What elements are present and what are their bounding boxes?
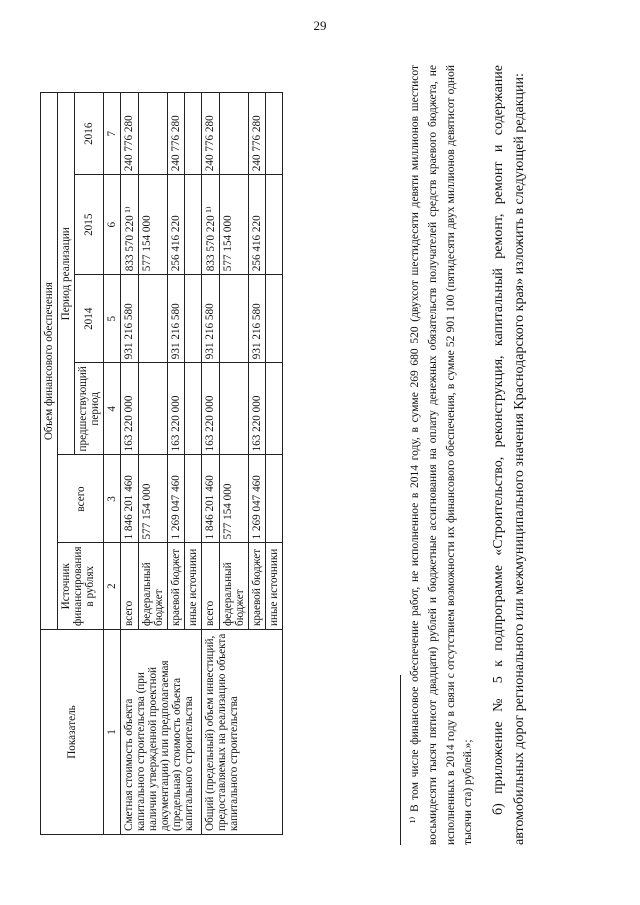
- y2016-cell: [266, 93, 283, 175]
- table-row: [121, 93, 139, 835]
- col-number: 5: [104, 275, 121, 363]
- y2016-cell: 240 776 280: [121, 93, 139, 175]
- y2015-cell: 256 416 220: [249, 175, 266, 275]
- y2014-cell: 931 216 580: [168, 275, 185, 363]
- header-2016: 2016: [75, 93, 104, 175]
- header-indicator: Показатель: [41, 630, 104, 835]
- y2015-cell: 833 570 220 ¹⁾: [121, 175, 139, 275]
- header-period: Период реализации: [58, 93, 75, 455]
- header-2014: 2014: [75, 275, 104, 363]
- col-number: 3: [104, 455, 121, 543]
- page-number: 29: [313, 18, 327, 33]
- source-cell: федеральный бюджет: [220, 543, 249, 630]
- header-2015: 2015: [75, 175, 104, 275]
- header-total: всего: [58, 455, 104, 543]
- col-number: 2: [104, 543, 121, 630]
- footnote-divider: [400, 675, 401, 845]
- total-cell: [266, 455, 283, 543]
- source-cell: краевой бюджет: [168, 543, 185, 630]
- y2015-cell: 577 154 000: [139, 175, 168, 275]
- y2014-cell: 931 216 580: [121, 275, 139, 363]
- source-cell: всего: [121, 543, 139, 630]
- y2014-cell: [220, 275, 249, 363]
- prev-cell: 163 220 000: [121, 363, 139, 455]
- total-cell: 1 846 201 460: [202, 455, 220, 543]
- y2016-cell: 240 776 280: [249, 93, 266, 175]
- source-cell: краевой бюджет: [249, 543, 266, 630]
- rotated-page-content: [40, 55, 605, 845]
- col-number: 7: [104, 93, 121, 175]
- y2014-cell: [185, 275, 202, 363]
- header-prev-period: предшествующий период: [75, 363, 104, 455]
- y2016-cell: 240 776 280: [202, 93, 220, 175]
- total-cell: 1 269 047 460: [249, 455, 266, 543]
- source-cell: всего: [202, 543, 220, 630]
- col-number: 1: [104, 630, 121, 835]
- prev-cell: 163 220 000: [168, 363, 185, 455]
- source-cell: иные источники: [185, 543, 202, 630]
- y2016-cell: [185, 93, 202, 175]
- y2015-cell: 833 570 220 ¹⁾: [202, 175, 220, 275]
- y2014-cell: 931 216 580: [202, 275, 220, 363]
- total-cell: 1 269 047 460: [168, 455, 185, 543]
- notes-block: [400, 65, 530, 845]
- footnote: ¹⁾ В том числе финансовое обеспечение работ, не исполненное в 2014 году, в сумме 269 680 520 (двухсот шестидесяти девяти миллионов шестисот восьмидесяти тысяч пятисот двадцати) рублей и бюджетные ассигнования на оплату денежных обязательств получателей средств краевого бюджета, не исполненных в 2014 году в связи с отсутствием возможности их финансового обеспечения, в сумме 52 901 100 (пятидесяти двух миллионов девятисот одной тысячи ста) рублей.»;: [409, 65, 475, 845]
- y2016-cell: [139, 93, 168, 175]
- prev-cell: [220, 363, 249, 455]
- prev-cell: 163 220 000: [249, 363, 266, 455]
- y2015-cell: 256 416 220: [168, 175, 185, 275]
- y2016-cell: 240 776 280: [168, 93, 185, 175]
- source-cell: федеральный бюджет: [139, 543, 168, 630]
- source-cell: иные источники: [266, 543, 283, 630]
- y2015-cell: [266, 175, 283, 275]
- prev-cell: 163 220 000: [202, 363, 220, 455]
- y2014-cell: 931 216 580: [249, 275, 266, 363]
- financing-table: [40, 92, 283, 835]
- total-cell: 577 154 000: [139, 455, 168, 543]
- indicator-investment-volume: Общий (предельный) объем инвестиций, предоставляемых на реализацию объекта капитального строительства: [202, 630, 283, 835]
- col-number: 6: [104, 175, 121, 275]
- column-number-row: [104, 93, 121, 835]
- total-cell: 1 846 201 460: [121, 455, 139, 543]
- y2015-cell: [185, 175, 202, 275]
- y2014-cell: [266, 275, 283, 363]
- col-number: 4: [104, 363, 121, 455]
- header-funding-volume: Объем финансового обеспечения: [41, 93, 58, 630]
- y2016-cell: [220, 93, 249, 175]
- total-cell: [185, 455, 202, 543]
- prev-cell: [266, 363, 283, 455]
- table-row: [202, 93, 220, 835]
- subsection-text: б) приложение № 5 к подпрограмме «Строительство, реконструкция, капитальный ремонт, ремонт и содержание автомобильных дорог регионального или межмуниципального значения Краснодарского края» изложить в следующей редакции:: [491, 65, 528, 845]
- y2015-cell: 577 154 000: [220, 175, 249, 275]
- total-cell: 577 154 000: [220, 455, 249, 543]
- prev-cell: [185, 363, 202, 455]
- indicator-estimated-cost: Сметная стоимость объекта капитального строительства (при наличии утвержденной проектной документации) или предполагаемая (предельная) стоимость объекта капитального строительства: [121, 630, 202, 835]
- y2014-cell: [139, 275, 168, 363]
- prev-cell: [139, 363, 168, 455]
- header-source: Источник финансирования в рублях: [58, 543, 104, 630]
